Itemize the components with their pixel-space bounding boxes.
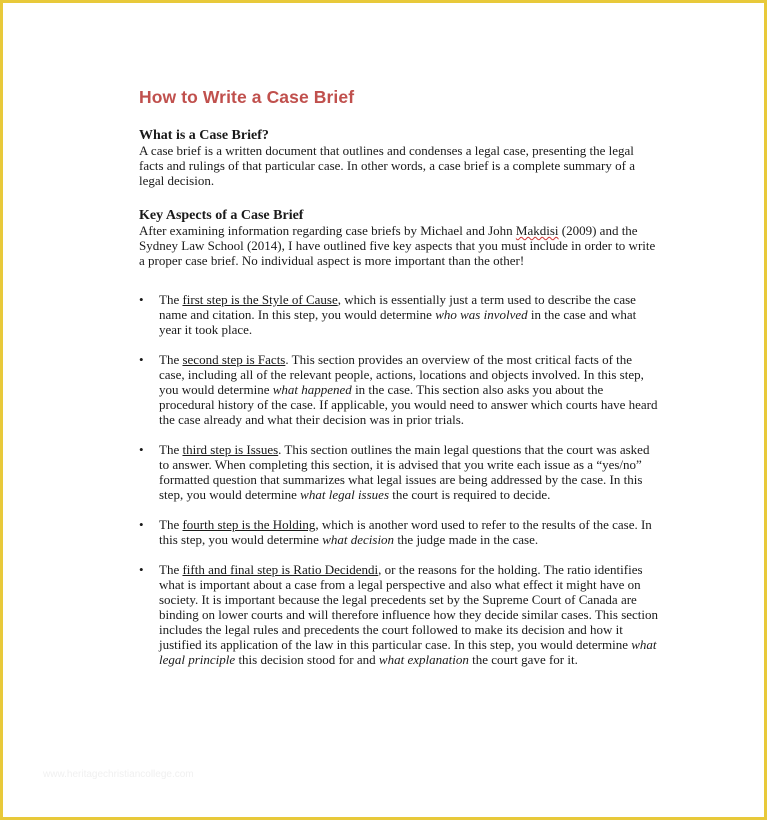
bullet-icon: • bbox=[139, 352, 144, 367]
step-text: The bbox=[159, 517, 183, 532]
list-item-step-2 bbox=[139, 352, 659, 427]
watermark: www.heritagechristiancollege.com bbox=[43, 769, 194, 780]
step-emphasis: what legal issues bbox=[300, 487, 390, 502]
step-text: the court is required to decide. bbox=[389, 487, 551, 502]
step-name: third step is Issues bbox=[182, 442, 279, 457]
section-body-what-is: A case brief is a written document that outlines and condenses a legal case, presenting the legal facts and rulings of that particular case. In other words, a case brief is a complete summary of a legal decision. bbox=[139, 143, 635, 188]
step-text: , which is essentially just a term used to describe the case name and citation. In this step, you would determine bbox=[159, 292, 636, 322]
step-text: The bbox=[159, 292, 183, 307]
document-page bbox=[139, 87, 659, 682]
bullet-icon: • bbox=[139, 292, 144, 307]
author-name: Makdisi bbox=[515, 223, 559, 238]
step-text: in the case and what year it took place. bbox=[159, 307, 637, 337]
step-name: second step is Facts bbox=[182, 352, 286, 367]
step-emphasis: what happened bbox=[272, 382, 352, 397]
step-text: , or the reasons for the holding. The ratio identifies what is important about a case from a legal perspective and also what effect it might have on society. It is important because the legal precedents set by the Supreme Court of Canada are binding on lower courts and will therefore influence how they decide similar cases. This section includes the legal rules and precedents the court followed to make its decision and how it justified its application of the law in this particular case. In this step, you would determine bbox=[159, 562, 659, 652]
list-item-step-4 bbox=[139, 517, 659, 547]
steps-list bbox=[139, 292, 659, 667]
step-name: fourth step is the Holding bbox=[182, 517, 316, 532]
list-item-step-1 bbox=[139, 292, 659, 337]
step-text: . This section provides an overview of the most critical facts of the case, including all of the relevant people, actions, locations and objects involved. In this step, you would determine bbox=[159, 352, 644, 397]
body-text: After examining information regarding case briefs by Michael and John bbox=[139, 223, 516, 238]
bullet-icon: • bbox=[139, 517, 144, 532]
list-item-step-3 bbox=[139, 442, 659, 502]
step-text: , which is another word used to refer to the results of the case. In this step, you would determine bbox=[159, 517, 652, 547]
list-item-step-5 bbox=[139, 562, 659, 667]
step-text: The bbox=[159, 562, 183, 577]
section-heading-key-aspects: Key Aspects of a Case Brief bbox=[139, 208, 304, 223]
step-name: fifth and final step is Ratio Decidendi bbox=[182, 562, 379, 577]
step-text: the judge made in the case. bbox=[394, 532, 539, 547]
section-body-key-aspects bbox=[139, 223, 659, 268]
step-emphasis: what decision bbox=[322, 532, 395, 547]
bullet-icon: • bbox=[139, 562, 144, 577]
step-emphasis: what explanation bbox=[378, 652, 469, 667]
step-text: the court gave for it. bbox=[468, 652, 578, 667]
step-text: in the case. This section also asks you about the procedural history of the case. If applicable, you would need to answer which courts have heard the case already and what their decision was in prior trials. bbox=[159, 382, 658, 427]
step-text: The bbox=[159, 352, 183, 367]
step-text: The bbox=[159, 442, 183, 457]
step-name: first step is the Style of Cause bbox=[182, 292, 338, 307]
step-emphasis: who was involved bbox=[435, 307, 528, 322]
body-text: (2009) and the Sydney Law School (2014), I have outlined five key aspects that you must include in order to write a proper case brief. No individual aspect is more important than the other! bbox=[139, 223, 656, 268]
page-title: How to Write a Case Brief bbox=[139, 87, 355, 107]
step-emphasis: what legal principle bbox=[159, 637, 657, 667]
bullet-icon: • bbox=[139, 442, 144, 457]
section-heading-what-is: What is a Case Brief? bbox=[139, 128, 269, 143]
step-text: . This section outlines the main legal questions that the court was asked to answer. When completing this section, it is advised that you write each issue as a “yes/no” formatted question that summarizes what legal issues are being addressed by the case. In this step, you would determine bbox=[159, 442, 650, 502]
step-text: this decision stood for and bbox=[235, 652, 379, 667]
